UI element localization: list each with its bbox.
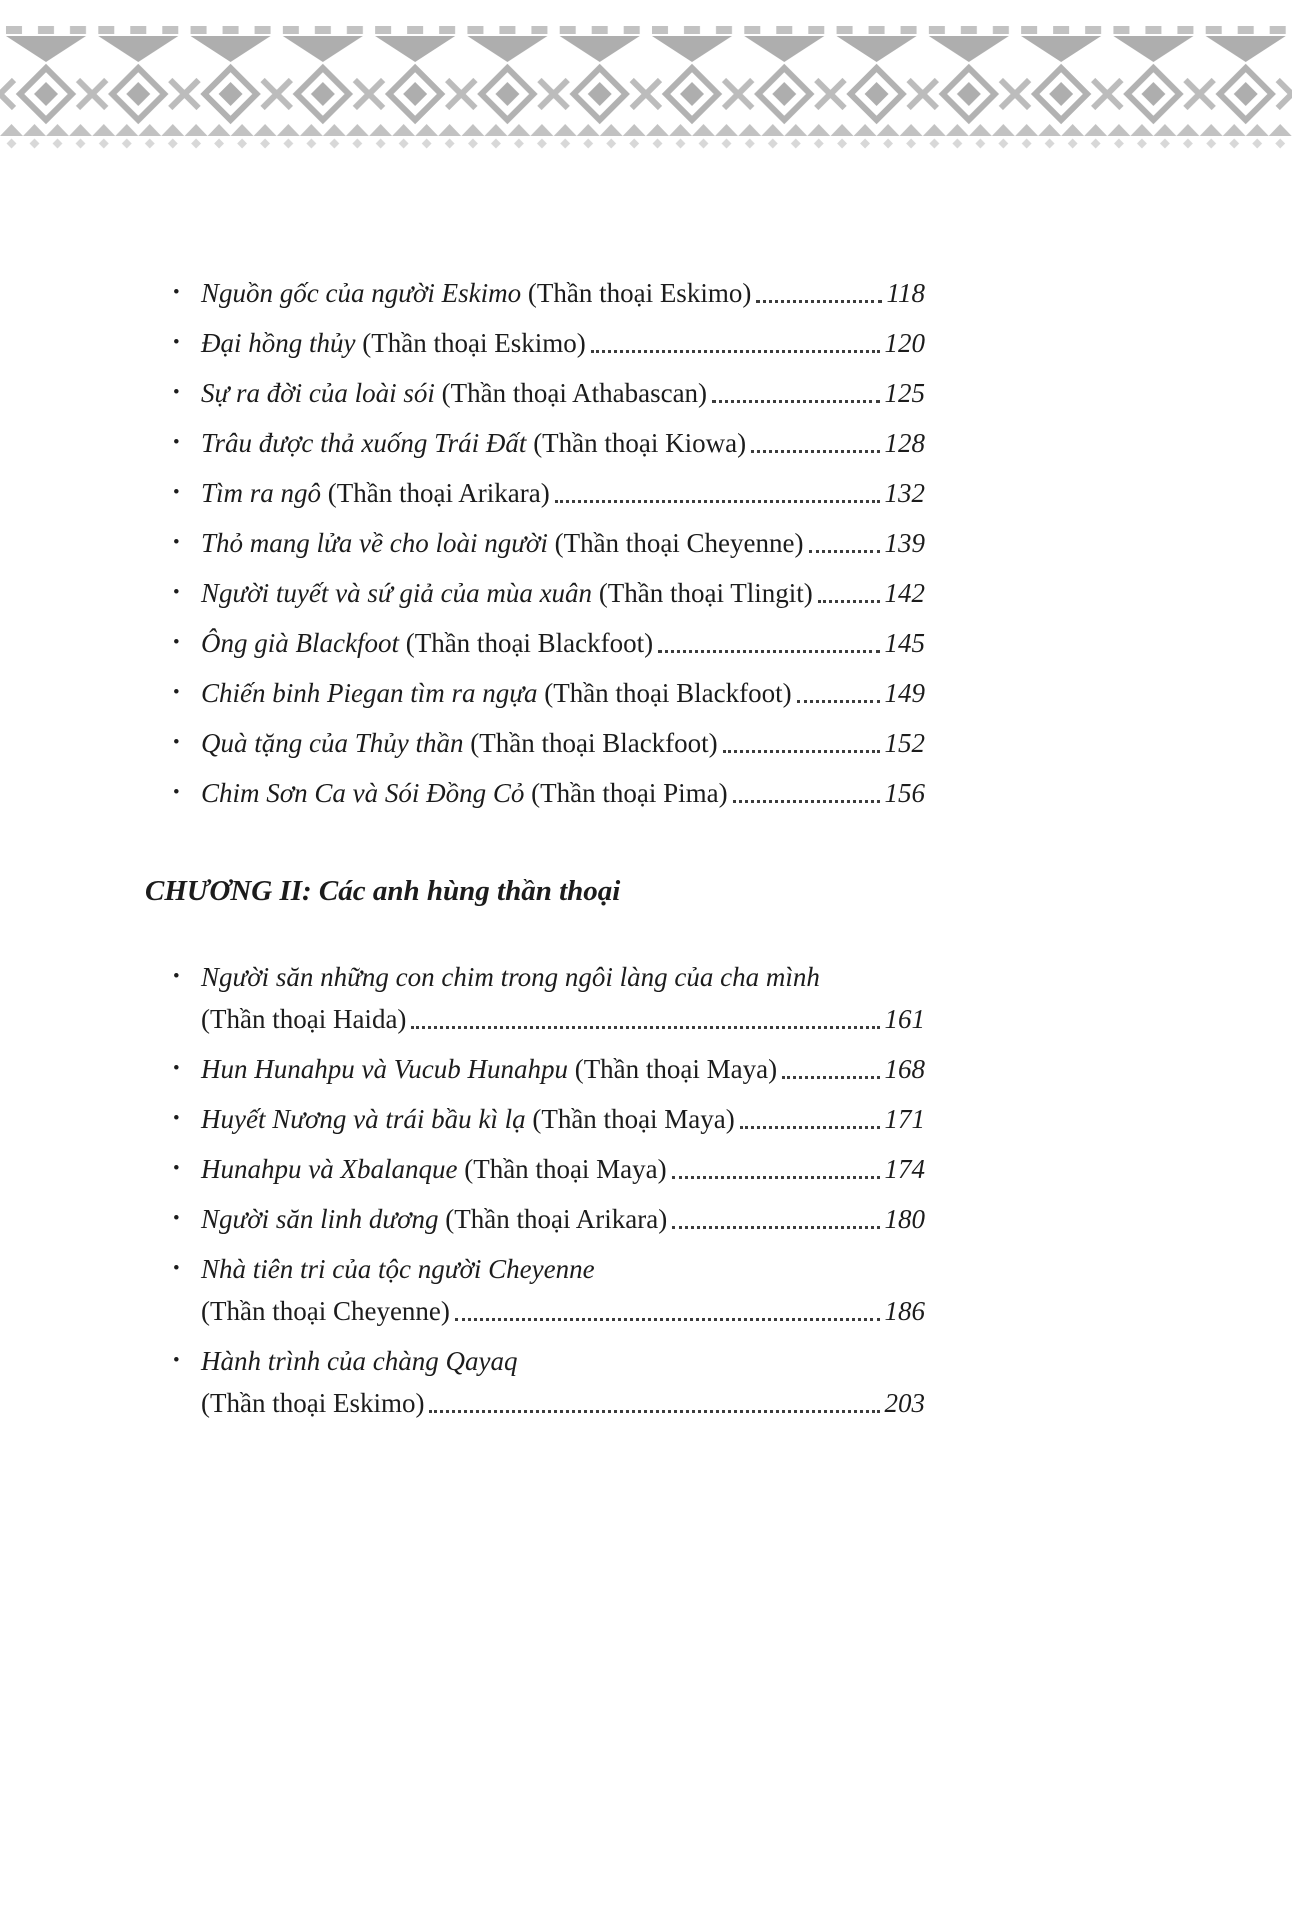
entry-source: (Thần thoại Athabascan) <box>441 378 708 408</box>
toc-entry <box>145 572 925 614</box>
bullet-icon: • <box>173 732 180 753</box>
entry-line <box>201 572 925 614</box>
entry-body <box>201 772 925 814</box>
entry-body <box>201 722 925 764</box>
entry-line <box>201 372 925 414</box>
entry-body <box>201 956 925 1040</box>
entry-text <box>201 522 804 564</box>
entry-body <box>201 322 925 364</box>
entry-title: Người săn linh dương <box>201 1204 439 1234</box>
entry-line <box>201 1148 925 1190</box>
entry-text <box>201 1148 667 1190</box>
bullet-icon: • <box>173 682 180 703</box>
bullet-icon: • <box>173 782 180 803</box>
bullet-icon: • <box>173 482 180 503</box>
entry-source: (Thần thoại Arikara) <box>327 478 550 508</box>
entry-text <box>201 1098 735 1140</box>
entry-source: (Thần thoại Maya) <box>464 1154 667 1184</box>
toc-entry <box>145 1248 925 1332</box>
entry-title: Trâu được thả xuống Trái Đất <box>201 428 527 458</box>
entry-line <box>201 772 925 814</box>
toc-section-1 <box>145 272 925 814</box>
dot-leader <box>733 800 880 803</box>
entry-title: Hành trình của chàng Qayaq <box>201 1346 518 1376</box>
entry-line <box>201 672 925 714</box>
decorative-border <box>0 0 1292 150</box>
entry-page-number: 118 <box>886 278 925 308</box>
dot-leader <box>723 750 880 753</box>
entry-page-number: 145 <box>884 628 925 658</box>
entry-line <box>201 1048 925 1090</box>
dot-leader <box>658 650 879 653</box>
entry-title: Đại hồng thủy <box>201 328 356 358</box>
entry-line-title <box>201 1248 925 1290</box>
bullet-icon: • <box>173 1158 180 1179</box>
toc-section-2 <box>145 956 925 1424</box>
entry-body <box>201 272 925 314</box>
entry-text <box>201 672 792 714</box>
entry-body <box>201 1248 925 1332</box>
toc-entry <box>145 522 925 564</box>
entry-title: Chiến binh Piegan tìm ra ngựa <box>201 678 538 708</box>
bullet-icon: • <box>173 532 180 553</box>
entry-line-source <box>201 998 925 1040</box>
entry-page-number: 180 <box>884 1204 925 1234</box>
entry-line <box>201 722 925 764</box>
entry-page-number: 139 <box>884 528 925 558</box>
entry-body <box>201 372 925 414</box>
entry-source: (Thần thoại Maya) <box>532 1104 735 1134</box>
toc-entry <box>145 372 925 414</box>
entry-title: Quà tặng của Thủy thần <box>201 728 464 758</box>
entry-page-number: 168 <box>884 1054 925 1084</box>
entry-text <box>201 372 707 414</box>
entry-title: Tìm ra ngô <box>201 478 322 508</box>
entry-source: (Thần thoại Pima) <box>531 778 728 808</box>
toc-entry <box>145 772 925 814</box>
entry-body <box>201 1098 925 1140</box>
entry-source: (Thần thoại Blackfoot) <box>470 728 718 758</box>
decorative-border-pattern <box>0 0 1292 150</box>
entry-line <box>201 322 925 364</box>
dot-leader <box>672 1226 879 1229</box>
entry-source: (Thần thoại Eskimo) <box>527 278 752 308</box>
dot-leader <box>740 1126 880 1129</box>
entry-page-number: 152 <box>884 728 925 758</box>
entry-title: Người săn những con chim trong ngôi làng của cha mình <box>201 962 820 992</box>
bullet-icon: • <box>173 1058 180 1079</box>
entry-body <box>201 622 925 664</box>
entry-text <box>201 322 586 364</box>
entry-body <box>201 672 925 714</box>
toc-entry <box>145 272 925 314</box>
dot-leader <box>809 550 880 553</box>
entry-text <box>201 772 728 814</box>
entry-text <box>201 1198 667 1240</box>
dot-leader <box>429 1410 879 1413</box>
entry-source: (Thần thoại Kiowa) <box>533 428 747 458</box>
entry-title: Thỏ mang lửa về cho loài người <box>201 528 548 558</box>
dot-leader <box>455 1318 880 1321</box>
toc-entry <box>145 1098 925 1140</box>
entry-title: Sự ra đời của loài sói <box>201 378 435 408</box>
entry-page-number: 156 <box>884 778 925 808</box>
entry-body <box>201 1048 925 1090</box>
toc-entry <box>145 1198 925 1240</box>
entry-page-number: 125 <box>884 378 925 408</box>
entry-title: Nhà tiên tri của tộc người Cheyenne <box>201 1254 595 1284</box>
entry-title: Huyết Nương và trái bầu kì lạ <box>201 1104 526 1134</box>
dot-leader <box>818 600 880 603</box>
entry-line <box>201 1198 925 1240</box>
entry-title: Nguồn gốc của người Eskimo <box>201 278 522 308</box>
toc-entry <box>145 322 925 364</box>
chapter-heading: CHƯƠNG II: Các anh hùng thần thoại <box>145 875 621 907</box>
toc-entry <box>145 1148 925 1190</box>
entry-line <box>201 1098 925 1140</box>
entry-source: (Thần thoại Haida) <box>201 1004 407 1034</box>
entry-line <box>201 422 925 464</box>
entry-line <box>201 522 925 564</box>
entry-source: (Thần thoại Eskimo) <box>362 328 586 358</box>
bullet-icon: • <box>173 332 180 353</box>
entry-body <box>201 1148 925 1190</box>
entry-body <box>201 522 925 564</box>
entry-body <box>201 472 925 514</box>
entry-source: (Thần thoại Arikara) <box>445 1204 668 1234</box>
entry-text <box>201 422 746 464</box>
entry-text <box>201 472 550 514</box>
dot-leader <box>712 400 879 403</box>
entry-body <box>201 1340 925 1424</box>
entry-source: (Thần thoại Cheyenne) <box>554 528 804 558</box>
toc-entry <box>145 622 925 664</box>
entry-line-title <box>201 956 925 998</box>
toc-entry <box>145 472 925 514</box>
toc-content <box>145 272 925 1424</box>
toc-entry <box>145 722 925 764</box>
entry-line <box>201 272 925 314</box>
entry-text <box>201 622 653 664</box>
entry-title: Hun Hunahpu và Vucub Hunahpu <box>201 1054 568 1084</box>
toc-entry <box>145 672 925 714</box>
entry-page-number: 174 <box>884 1154 925 1184</box>
entry-source: (Thần thoại Eskimo) <box>201 1388 425 1418</box>
entry-line-source <box>201 1382 925 1424</box>
bullet-icon: • <box>173 632 180 653</box>
entry-source: (Thần thoại Blackfoot) <box>544 678 792 708</box>
entry-body <box>201 572 925 614</box>
entry-body <box>201 422 925 464</box>
entry-text <box>201 572 813 614</box>
entry-line-title <box>201 1340 925 1382</box>
entry-page-number: 203 <box>884 1388 925 1418</box>
bullet-icon: • <box>173 1208 180 1229</box>
entry-source: (Thần thoại Blackfoot) <box>405 628 654 658</box>
entry-page-number: 171 <box>884 1104 925 1134</box>
toc-entry <box>145 956 925 1040</box>
entry-text <box>201 1048 777 1090</box>
entry-source: (Thần thoại Maya) <box>574 1054 778 1084</box>
bullet-icon: • <box>173 382 180 403</box>
entry-body <box>201 1198 925 1240</box>
dot-leader <box>411 1026 879 1029</box>
entry-line <box>201 622 925 664</box>
toc-entry <box>145 1048 925 1090</box>
entry-title: Chim Sơn Ca và Sói Đồng Cỏ <box>201 778 525 808</box>
entry-source: (Thần thoại Cheyenne) <box>201 1296 450 1326</box>
dot-leader <box>591 350 880 353</box>
dot-leader <box>756 300 881 303</box>
entry-page-number: 142 <box>884 578 925 608</box>
entry-page-number: 186 <box>884 1296 925 1326</box>
toc-entry <box>145 422 925 464</box>
entry-title: Hunahpu và Xbalanque <box>201 1154 458 1184</box>
bullet-icon: • <box>173 432 180 453</box>
entry-page-number: 120 <box>884 328 925 358</box>
toc-entry <box>145 1340 925 1424</box>
bullet-icon: • <box>173 582 180 603</box>
bullet-icon: • <box>173 282 180 303</box>
entry-text <box>201 722 718 764</box>
bullet-icon: • <box>173 1108 180 1129</box>
dot-leader <box>751 450 879 453</box>
dot-leader <box>782 1076 879 1079</box>
dot-leader <box>555 500 880 503</box>
entry-title: Ông già Blackfoot <box>201 628 399 658</box>
entry-title: Người tuyết và sứ giả của mùa xuân <box>201 578 593 608</box>
dot-leader <box>672 1176 880 1179</box>
bullet-icon: • <box>173 966 180 987</box>
entry-line <box>201 472 925 514</box>
entry-source: (Thần thoại Tlingit) <box>598 578 813 608</box>
entry-text <box>201 272 751 314</box>
bullet-icon: • <box>173 1258 180 1279</box>
entry-page-number: 149 <box>884 678 925 708</box>
entry-page-number: 128 <box>884 428 925 458</box>
dot-leader <box>797 700 880 703</box>
bullet-icon: • <box>173 1350 180 1371</box>
entry-page-number: 161 <box>884 1004 925 1034</box>
entry-line-source <box>201 1290 925 1332</box>
entry-page-number: 132 <box>884 478 925 508</box>
